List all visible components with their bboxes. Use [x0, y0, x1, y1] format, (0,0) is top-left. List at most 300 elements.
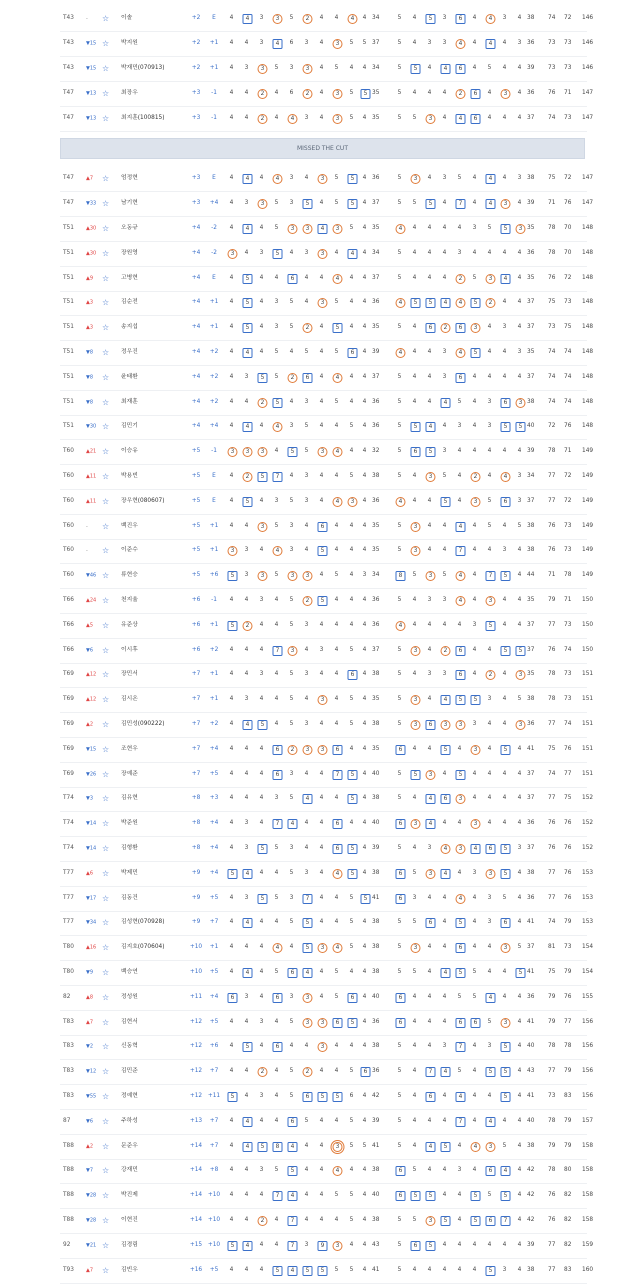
- hole-score: 4: [426, 422, 436, 432]
- player-name-link[interactable]: 김지호(070604): [121, 944, 165, 951]
- hole-score: 4: [427, 89, 432, 96]
- table-row: [60, 788, 594, 813]
- hole-score: 4: [517, 299, 522, 306]
- hole-score: 4: [319, 1117, 324, 1124]
- player-name-link[interactable]: 김민준: [121, 1068, 138, 1075]
- hole-score: 5: [349, 944, 354, 951]
- favorite-star-icon[interactable]: ☆: [102, 1141, 110, 1151]
- out-total: 36: [372, 597, 380, 604]
- hole-score: 4: [441, 869, 451, 879]
- hole-score: 4: [229, 398, 234, 405]
- hole-score: 5: [348, 844, 358, 854]
- hole-score: 4: [487, 820, 492, 827]
- player-name-link[interactable]: 박제민: [121, 869, 138, 876]
- hole-score: 5: [397, 1266, 402, 1273]
- player-name-link[interactable]: 김민기: [121, 423, 138, 430]
- total-to-par: +10: [189, 969, 203, 976]
- favorite-star-icon[interactable]: ☆: [102, 348, 110, 358]
- movement-indicator: ▲6: [86, 870, 94, 877]
- table-row: [60, 391, 594, 416]
- hole-score: 4: [303, 794, 313, 804]
- hole-score: 4: [442, 894, 447, 901]
- hole-score: 4: [229, 1266, 234, 1273]
- favorite-star-icon[interactable]: ☆: [102, 819, 110, 829]
- table-row: [60, 738, 594, 763]
- hole-score: 4: [349, 324, 354, 331]
- hole-score: 5: [334, 349, 339, 356]
- favorite-star-icon[interactable]: ☆: [102, 174, 110, 184]
- favorite-star-icon[interactable]: ☆: [102, 372, 110, 382]
- in-total: 37: [527, 621, 535, 628]
- hole-score: 5: [457, 175, 462, 182]
- favorite-star-icon[interactable]: ☆: [102, 1042, 110, 1052]
- hole-score: 4: [229, 1167, 234, 1174]
- player-name-link[interactable]: 박진제: [121, 1192, 138, 1199]
- round-2-score: 77: [564, 1018, 572, 1025]
- hole-score: 5: [361, 89, 371, 99]
- hole-score: 3: [304, 114, 309, 121]
- hole-score: 3: [258, 199, 268, 209]
- in-total: 37: [527, 497, 535, 504]
- hole-score: 4: [472, 919, 477, 926]
- movement-indicator: ▲2: [86, 1143, 94, 1150]
- round-2-score: 73: [564, 299, 572, 306]
- hole-score: 3: [517, 175, 522, 182]
- hole-score: 2: [303, 323, 313, 333]
- total-strokes: 146: [582, 40, 594, 47]
- favorite-star-icon[interactable]: ☆: [102, 620, 110, 630]
- player-name-link[interactable]: 김현서: [121, 1018, 138, 1025]
- player-name-link[interactable]: 김민성(090222): [121, 721, 165, 728]
- favorite-star-icon[interactable]: ☆: [102, 1017, 110, 1027]
- total-to-par: +4: [191, 373, 201, 380]
- position-cell: T51: [63, 274, 74, 281]
- hole-score: 4: [472, 1117, 477, 1124]
- favorite-star-icon[interactable]: ☆: [102, 1116, 110, 1126]
- hole-score: 4: [362, 1192, 367, 1199]
- round-1-score: 81: [548, 944, 556, 951]
- hole-score: 5: [487, 65, 492, 72]
- total-strokes: 157: [582, 1117, 594, 1124]
- hole-score: 5: [411, 770, 421, 780]
- favorite-star-icon[interactable]: ☆: [102, 744, 110, 754]
- hole-score: 4: [517, 200, 522, 207]
- player-name-link[interactable]: 백진우: [121, 522, 138, 529]
- player-name-link[interactable]: 유준상: [121, 621, 138, 628]
- favorite-star-icon[interactable]: ☆: [102, 397, 110, 407]
- hole-score: 5: [258, 720, 268, 730]
- favorite-star-icon[interactable]: ☆: [102, 14, 110, 24]
- hole-score: 4: [273, 546, 283, 556]
- round-to-par: +2: [209, 373, 219, 380]
- round-2-score: 78: [564, 572, 572, 579]
- hole-score: 4: [349, 572, 354, 579]
- favorite-star-icon[interactable]: ☆: [102, 992, 110, 1002]
- table-row: [60, 168, 594, 193]
- favorite-star-icon[interactable]: ☆: [102, 521, 110, 531]
- hole-score: 4: [229, 15, 234, 22]
- hole-score: 6: [333, 844, 343, 854]
- favorite-star-icon[interactable]: ☆: [102, 298, 110, 308]
- hole-score: 4: [304, 646, 309, 653]
- favorite-star-icon[interactable]: ☆: [102, 1092, 110, 1102]
- player-name-link[interactable]: 정예현: [121, 1093, 138, 1100]
- hole-score: 5: [397, 1043, 402, 1050]
- hole-score: 4: [349, 274, 354, 281]
- hole-score: 4: [229, 646, 234, 653]
- favorite-star-icon[interactable]: ☆: [102, 670, 110, 680]
- hole-score: 5: [471, 1191, 481, 1201]
- hole-score: 4: [502, 795, 507, 802]
- favorite-star-icon[interactable]: ☆: [102, 447, 110, 457]
- player-name-link[interactable]: 최지훈(100815): [121, 114, 165, 121]
- hole-score: 4: [244, 1018, 249, 1025]
- hole-score: 4: [289, 398, 294, 405]
- total-to-par: +14: [189, 1142, 203, 1149]
- player-name-link[interactable]: 김순전: [121, 299, 138, 306]
- movement-indicator: ▲30: [86, 250, 97, 257]
- player-name-link[interactable]: 박준원: [121, 820, 138, 827]
- hole-score: 4: [362, 1266, 367, 1273]
- in-total: 37: [527, 646, 535, 653]
- hole-score: 4: [487, 547, 492, 554]
- hole-score: 4: [244, 398, 249, 405]
- hole-score: 6: [501, 918, 511, 928]
- hole-score: 3: [289, 770, 294, 777]
- favorite-star-icon[interactable]: ☆: [102, 39, 110, 49]
- total-strokes: 149: [582, 547, 594, 554]
- favorite-star-icon[interactable]: ☆: [102, 645, 110, 655]
- round-1-score: 78: [548, 1167, 556, 1174]
- round-2-score: 75: [564, 795, 572, 802]
- hole-score: 4: [456, 348, 466, 358]
- player-name-link[interactable]: 최재훈: [121, 398, 138, 405]
- hole-score: 4: [229, 770, 234, 777]
- hole-score: 4: [334, 522, 339, 529]
- hole-score: 5: [334, 65, 339, 72]
- hole-score: 4: [486, 14, 496, 24]
- hole-score: 4: [243, 720, 253, 730]
- player-name-link[interactable]: 주하성: [121, 1117, 138, 1124]
- player-name-link[interactable]: 박용빈: [121, 473, 138, 480]
- round-to-par: +10: [207, 1192, 221, 1199]
- player-name-link[interactable]: 김성현(070928): [121, 919, 165, 926]
- favorite-star-icon[interactable]: ☆: [102, 323, 110, 333]
- player-name-link[interactable]: 김시온: [121, 696, 138, 703]
- favorite-star-icon[interactable]: ☆: [102, 720, 110, 730]
- hole-score: 4: [427, 349, 432, 356]
- favorite-star-icon[interactable]: ☆: [102, 844, 110, 854]
- hole-score: 2: [486, 670, 496, 680]
- hole-score: 4: [362, 497, 367, 504]
- hole-score: 4: [362, 114, 367, 121]
- favorite-star-icon[interactable]: ☆: [102, 248, 110, 258]
- round-to-par: +2: [209, 721, 219, 728]
- favorite-star-icon[interactable]: ☆: [102, 943, 110, 953]
- player-name-link[interactable]: 김동건: [121, 894, 138, 901]
- hole-score: 4: [362, 795, 367, 802]
- hole-score: 3: [486, 1142, 496, 1152]
- hole-score: 3: [472, 621, 477, 628]
- hole-score: 4: [229, 795, 234, 802]
- out-total: 35: [372, 745, 380, 752]
- favorite-star-icon[interactable]: ☆: [102, 1067, 110, 1077]
- hole-score: 3: [442, 349, 447, 356]
- player-name-link[interactable]: 오동규: [121, 225, 138, 232]
- favorite-star-icon[interactable]: ☆: [102, 88, 110, 98]
- hole-score: 6: [396, 1018, 406, 1028]
- favorite-star-icon[interactable]: ☆: [102, 1265, 110, 1275]
- in-total: 42: [527, 1192, 535, 1199]
- hole-score: 5: [397, 1241, 402, 1248]
- hole-score: 4: [319, 398, 324, 405]
- hole-score: 3: [471, 745, 481, 755]
- hole-score: 3: [258, 64, 268, 74]
- hole-score: 3: [304, 398, 309, 405]
- player-name-link[interactable]: 엄정현: [121, 175, 138, 182]
- hole-score: 3: [259, 597, 264, 604]
- hole-score: 4: [244, 1217, 249, 1224]
- player-name-link[interactable]: 정우진: [121, 349, 138, 356]
- favorite-star-icon[interactable]: ☆: [102, 1240, 110, 1250]
- hole-score: 4: [318, 224, 328, 234]
- favorite-star-icon[interactable]: ☆: [102, 199, 110, 209]
- hole-score: 4: [274, 721, 279, 728]
- player-name-link[interactable]: 윤태환: [121, 373, 138, 380]
- position-cell: T80: [63, 969, 74, 976]
- hole-score: 4: [274, 1117, 279, 1124]
- favorite-star-icon[interactable]: ☆: [102, 472, 110, 482]
- hole-score: 6: [396, 894, 406, 904]
- hole-score: 4: [456, 1092, 466, 1102]
- hole-score: 2: [303, 14, 313, 24]
- hole-score: 4: [427, 969, 432, 976]
- in-total: 36: [527, 89, 535, 96]
- round-to-par: +4: [209, 200, 219, 207]
- hole-score: 5: [274, 1167, 279, 1174]
- favorite-star-icon[interactable]: ☆: [102, 794, 110, 804]
- round-1-score: 78: [548, 1117, 556, 1124]
- hole-score: 3: [318, 174, 328, 184]
- round-2-score: 79: [564, 1068, 572, 1075]
- favorite-star-icon[interactable]: ☆: [102, 273, 110, 283]
- favorite-star-icon[interactable]: ☆: [102, 422, 110, 432]
- round-1-score: 73: [548, 65, 556, 72]
- player-name-link[interactable]: 최장우: [121, 89, 138, 96]
- hole-score: 4: [502, 671, 507, 678]
- hole-score: 4: [362, 1043, 367, 1050]
- hole-score: 5: [258, 894, 268, 904]
- hole-score: 4: [517, 1093, 522, 1100]
- out-total: 39: [372, 349, 380, 356]
- favorite-star-icon[interactable]: ☆: [102, 546, 110, 556]
- hole-score: 5: [456, 695, 466, 705]
- player-name-link[interactable]: 이준수: [121, 547, 138, 554]
- player-name-link[interactable]: 문준우: [121, 1142, 138, 1149]
- hole-score: 3: [487, 423, 492, 430]
- hole-score: 5: [501, 1191, 511, 1201]
- player-name-link[interactable]: 장예준: [121, 770, 138, 777]
- favorite-star-icon[interactable]: ☆: [102, 1166, 110, 1176]
- player-name-link[interactable]: 정성원: [121, 993, 138, 1000]
- favorite-star-icon[interactable]: ☆: [102, 1191, 110, 1201]
- hole-score: 4: [442, 621, 447, 628]
- hole-score: 7: [288, 1216, 298, 1226]
- player-name-link[interactable]: 남기현: [121, 200, 138, 207]
- total-strokes: 151: [582, 770, 594, 777]
- player-name-link[interactable]: 김형환: [121, 845, 138, 852]
- total-strokes: 148: [582, 423, 594, 430]
- round-1-score: 77: [548, 621, 556, 628]
- favorite-star-icon[interactable]: ☆: [102, 868, 110, 878]
- in-total: 38: [527, 522, 535, 529]
- hole-score: 3: [289, 175, 294, 182]
- hole-score: 4: [362, 200, 367, 207]
- round-1-score: 78: [548, 671, 556, 678]
- hole-score: 4: [244, 1093, 249, 1100]
- hole-score: 4: [442, 820, 447, 827]
- leaderboard-table: [60, 0, 594, 1280]
- hole-score: 6: [303, 1092, 313, 1102]
- favorite-star-icon[interactable]: ☆: [102, 596, 110, 606]
- hole-score: 3: [244, 373, 249, 380]
- player-name-link[interactable]: 천지율: [121, 597, 138, 604]
- player-name-link[interactable]: 고병현: [121, 274, 138, 281]
- player-name-link[interactable]: 장우현(080607): [121, 497, 165, 504]
- favorite-star-icon[interactable]: ☆: [102, 496, 110, 506]
- hole-score: 4: [487, 249, 492, 256]
- favorite-star-icon[interactable]: ☆: [102, 893, 110, 903]
- hole-score: 4: [333, 869, 343, 879]
- round-to-par: +3: [209, 795, 219, 802]
- round-to-par: +10: [207, 1241, 221, 1248]
- table-row: [60, 1011, 594, 1036]
- hole-score: 3: [471, 323, 481, 333]
- player-name-link[interactable]: 박재민(070913): [121, 65, 165, 72]
- total-to-par: +5: [191, 547, 201, 554]
- hole-score: 3: [289, 200, 294, 207]
- hole-score: 4: [244, 944, 249, 951]
- player-name-link[interactable]: 장민서: [121, 671, 138, 678]
- hole-score: 5: [228, 621, 238, 631]
- in-total: 41: [527, 745, 535, 752]
- in-total: 38: [527, 1142, 535, 1149]
- out-total: 36: [372, 1068, 380, 1075]
- hole-score: 3: [259, 671, 264, 678]
- round-1-score: 78: [548, 696, 556, 703]
- hole-score: 3: [318, 943, 328, 953]
- hole-score: 3: [516, 720, 526, 730]
- hole-score: 6: [333, 1018, 343, 1028]
- in-total: 39: [527, 1241, 535, 1248]
- player-name-link[interactable]: 김경림: [121, 1241, 138, 1248]
- hole-score: 4: [442, 89, 447, 96]
- favorite-star-icon[interactable]: ☆: [102, 113, 110, 123]
- hole-score: 3: [304, 621, 309, 628]
- in-total: 38: [527, 869, 535, 876]
- round-to-par: +1: [209, 547, 219, 554]
- hole-score: 5: [397, 1068, 402, 1075]
- hole-score: 7: [273, 646, 283, 656]
- favorite-star-icon[interactable]: ☆: [102, 769, 110, 779]
- hole-score: 4: [304, 1217, 309, 1224]
- hole-score: 4: [243, 422, 253, 432]
- favorite-star-icon[interactable]: ☆: [102, 918, 110, 928]
- position-cell: T51: [63, 423, 74, 430]
- hole-score: 5: [289, 324, 294, 331]
- player-name-link[interactable]: 강재민: [121, 1167, 138, 1174]
- favorite-star-icon[interactable]: ☆: [102, 1216, 110, 1226]
- hole-score: 4: [487, 944, 492, 951]
- player-name-link[interactable]: 박지원: [121, 40, 138, 47]
- player-name-link[interactable]: 김유현: [121, 795, 138, 802]
- hole-score: 4: [502, 249, 507, 256]
- hole-score: 4: [349, 299, 354, 306]
- player-name-link[interactable]: 이시후: [121, 646, 138, 653]
- position-cell: 92: [63, 1241, 71, 1248]
- hole-score: 6: [273, 993, 283, 1003]
- player-name-link[interactable]: 백승연: [121, 969, 138, 976]
- player-name-link[interactable]: 조현우: [121, 745, 138, 752]
- player-name-link[interactable]: 이승유: [121, 448, 138, 455]
- hole-score: 4: [288, 1142, 298, 1152]
- player-name-link[interactable]: 류현승: [121, 572, 138, 579]
- hole-score: 3: [259, 1093, 264, 1100]
- player-name-link[interactable]: 장원영: [121, 249, 138, 256]
- hole-score: 4: [362, 249, 367, 256]
- hole-score: 5: [397, 919, 402, 926]
- hole-score: 5: [456, 968, 466, 978]
- player-name-link[interactable]: 이현진: [121, 1217, 138, 1224]
- position-cell: T51: [63, 373, 74, 380]
- hole-score: 4: [273, 174, 283, 184]
- player-name-link[interactable]: 송지섭: [121, 324, 138, 331]
- favorite-star-icon[interactable]: ☆: [102, 695, 110, 705]
- round-to-par: +7: [209, 919, 219, 926]
- hole-score: 3: [457, 249, 462, 256]
- favorite-star-icon[interactable]: ☆: [102, 64, 110, 74]
- hole-score: 4: [304, 274, 309, 281]
- hole-score: 4: [274, 89, 279, 96]
- table-row: [60, 1234, 594, 1259]
- hole-score: 2: [303, 596, 313, 606]
- in-total: 38: [527, 398, 535, 405]
- hole-score: 4: [472, 15, 477, 22]
- total-to-par: +6: [191, 597, 201, 604]
- hole-score: 3: [288, 646, 298, 656]
- favorite-star-icon[interactable]: ☆: [102, 571, 110, 581]
- hole-score: 5: [501, 571, 511, 581]
- round-1-score: 77: [548, 721, 556, 728]
- out-total: 38: [372, 869, 380, 876]
- total-strokes: 150: [582, 597, 594, 604]
- player-name-link[interactable]: 이솔: [121, 15, 133, 22]
- hole-score: 4: [259, 944, 264, 951]
- favorite-star-icon[interactable]: ☆: [102, 968, 110, 978]
- hole-score: 3: [303, 993, 313, 1003]
- table-row: [60, 614, 594, 639]
- player-name-link[interactable]: 신동혁: [121, 1043, 138, 1050]
- favorite-star-icon[interactable]: ☆: [102, 224, 110, 234]
- in-total: 35: [527, 349, 535, 356]
- total-strokes: 151: [582, 721, 594, 728]
- hole-score: 5: [441, 1216, 451, 1226]
- hole-score: 4: [244, 597, 249, 604]
- hole-score: 4: [259, 745, 264, 752]
- player-name-link[interactable]: 김빈우: [121, 1266, 138, 1273]
- hole-score: 4: [229, 175, 234, 182]
- hole-score: 4: [334, 671, 339, 678]
